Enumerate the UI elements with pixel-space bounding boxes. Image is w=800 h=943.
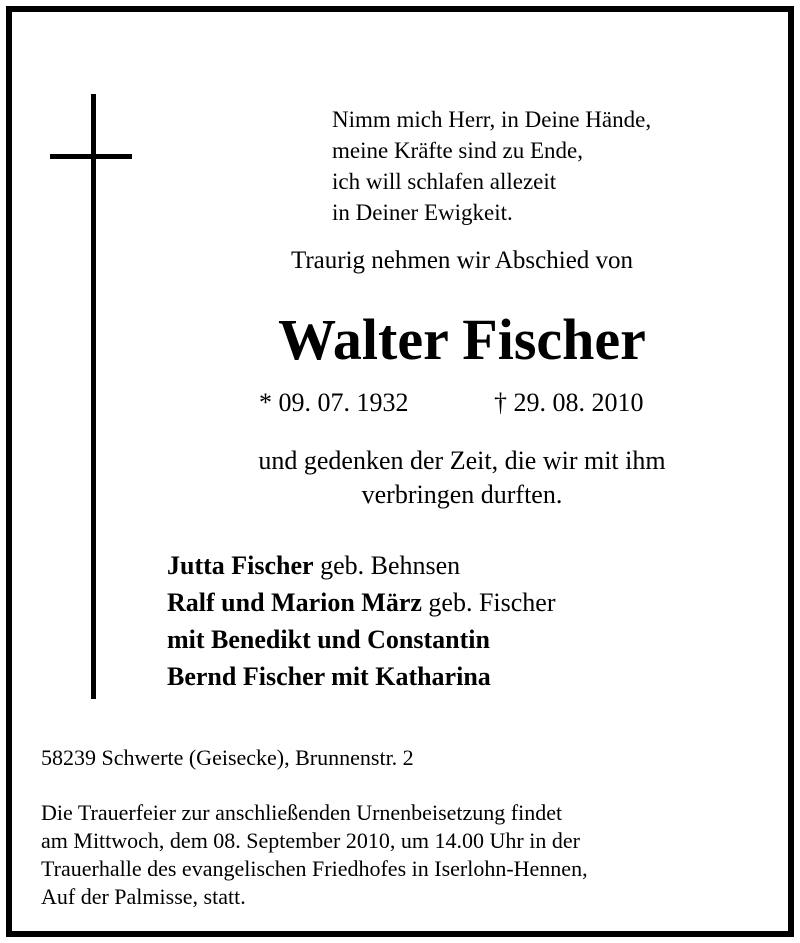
obituary-notice — [6, 6, 794, 937]
birth-date: * 09. 07. 1932 — [259, 388, 409, 417]
family-row — [167, 584, 556, 621]
poem-line: ich will schlafen allezeit — [332, 169, 557, 194]
cross-vertical-bar — [91, 94, 96, 699]
family-row — [167, 547, 556, 584]
family-name: mit Benedikt und Constantin — [167, 625, 490, 654]
poem-line: meine Kräfte sind zu Ende, — [332, 138, 583, 163]
deceased-name: Walter Fischer — [278, 307, 646, 372]
notice-line: Auf der Palmisse, statt. — [41, 884, 246, 909]
family-name: Bernd Fischer mit Katharina — [167, 662, 491, 691]
funeral-notice — [41, 799, 588, 911]
cross-horizontal-bar — [50, 154, 132, 159]
poem-line: in Deiner Ewigkeit. — [332, 200, 513, 225]
poem — [332, 104, 651, 228]
family-row — [167, 621, 556, 658]
death-date: † 29. 08. 2010 — [494, 388, 644, 417]
family-name: Jutta Fischer — [167, 551, 314, 580]
family-row — [167, 658, 556, 695]
family-members — [167, 547, 556, 695]
remembrance-line: und gedenken der Zeit, die wir mit ihm — [258, 446, 666, 475]
poem-line: Nimm mich Herr, in Deine Hände, — [332, 107, 652, 132]
notice-line: Die Trauerfeier zur anschließenden Urnenbeisetzung findet — [41, 800, 563, 825]
notice-line: Trauerhalle des evangelischen Friedhofes in Iserlohn-Hennen, — [41, 856, 588, 881]
farewell-intro: Traurig nehmen wir Abschied von — [290, 247, 634, 274]
remembrance-line: verbringen durften. — [361, 480, 563, 509]
family-note: geb. Behnsen — [313, 551, 461, 580]
family-name: Ralf und Marion März — [167, 588, 422, 617]
address: 58239 Schwerte (Geisecke), Brunnenstr. 2 — [41, 745, 414, 770]
family-note: geb. Fischer — [421, 588, 556, 617]
notice-line: am Mittwoch, dem 08. September 2010, um 14.00 Uhr in der — [41, 828, 580, 853]
remembrance-text — [112, 444, 800, 512]
